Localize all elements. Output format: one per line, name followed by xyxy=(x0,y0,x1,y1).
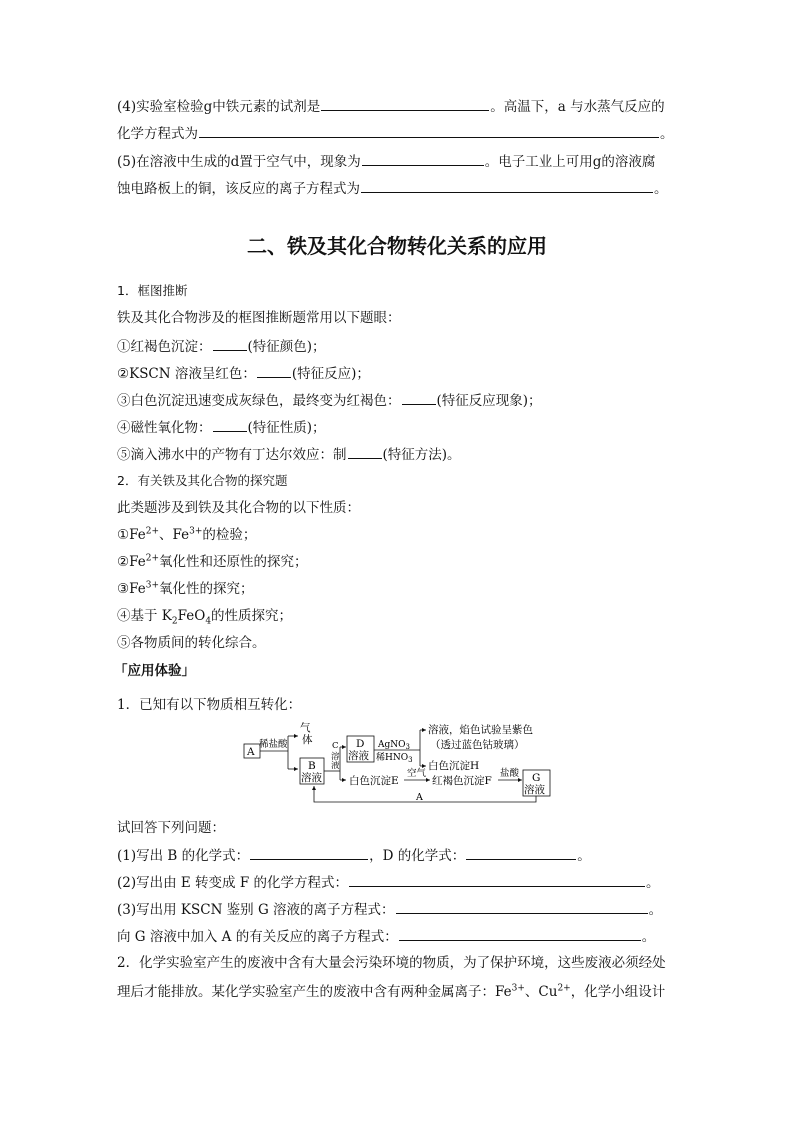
clue-text: ①红褐色沉淀： xyxy=(117,339,212,355)
answer-blank[interactable] xyxy=(199,123,659,138)
question-4-text: 化学方程式为 xyxy=(117,126,198,142)
question-2-line2 xyxy=(117,982,665,1002)
superscript: 2+ xyxy=(145,526,160,537)
superscript: 2+ xyxy=(557,983,571,994)
clue-text: (特征反应)； xyxy=(291,366,370,382)
clue-item-3 xyxy=(117,390,542,411)
superscript: 3+ xyxy=(189,526,203,537)
question-1-part-3 xyxy=(117,899,662,920)
text: ①Fe xyxy=(117,527,146,543)
label-gas: 气 xyxy=(300,722,311,734)
label-hcl: 稀盐酸 xyxy=(259,739,288,750)
clue-item-4 xyxy=(117,417,326,438)
label-A-reagent: A xyxy=(416,792,423,803)
period: 。 xyxy=(660,126,674,142)
label-G-solution: 溶液 xyxy=(524,784,545,796)
label-C: 溶 xyxy=(331,752,340,762)
label-cobalt-glass: （透过蓝色钴玻璃） xyxy=(430,739,525,751)
label-flame-test: 溶液，焰色试验呈紫色 xyxy=(428,724,533,736)
label-F: 红褐色沉淀F xyxy=(432,775,492,787)
property-item-3 xyxy=(117,579,254,599)
question-4-text-cont: 。高温下，a 与水蒸气反应的 xyxy=(490,99,665,115)
answer-blank[interactable] xyxy=(362,151,484,166)
text: ②Fe xyxy=(117,554,146,570)
text: FeO xyxy=(177,608,206,624)
question-5-line1 xyxy=(117,151,655,172)
superscript: 3+ xyxy=(511,983,525,994)
text: 。 xyxy=(577,848,591,864)
text: 氧化性和还原性的探究； xyxy=(159,554,308,570)
clue-text: ⑤滴入沸水中的产物有丁达尔效应：制 xyxy=(117,447,347,463)
svg-text:稀HNO3 xyxy=(376,751,413,764)
question-5-text: 蚀电路板上的铜，该反应的离子方程式为 xyxy=(117,181,360,197)
answer-blank[interactable] xyxy=(348,444,382,459)
question-1-ask: 试回答下列问题： xyxy=(117,820,225,836)
property-item-4 xyxy=(117,606,292,626)
clue-text: (特征方法)。 xyxy=(382,447,461,463)
label-A: A xyxy=(247,746,255,758)
answer-blank[interactable] xyxy=(213,336,247,351)
answer-blank[interactable] xyxy=(399,926,641,941)
clue-text: (特征性质)； xyxy=(247,420,326,436)
svg-text:AgNO3 xyxy=(377,740,410,751)
label-D: D xyxy=(356,738,365,750)
label-gas: 体 xyxy=(302,734,313,746)
label-air: 空气 xyxy=(407,768,427,779)
question-4-line2 xyxy=(117,123,674,144)
label-B: B xyxy=(308,760,316,772)
text: ④基于 K xyxy=(117,608,172,624)
text: ，化学小组设计 xyxy=(570,984,666,1000)
answer-blank[interactable] xyxy=(402,390,436,405)
label-G: G xyxy=(532,772,541,784)
subscript: 4 xyxy=(205,616,212,627)
text: ③Fe xyxy=(117,581,146,597)
answer-blank[interactable] xyxy=(361,178,653,193)
subsection-2-heading: 2．有关铁及其化合物的探究题 xyxy=(117,473,288,488)
clue-item-2 xyxy=(117,363,370,384)
answer-blank[interactable] xyxy=(321,96,489,111)
question-1-part-4 xyxy=(117,926,655,947)
text: (1)写出 B 的化学式： xyxy=(117,848,250,864)
question-5-text: (5)在溶液中生成的d置于空气中，现象为 xyxy=(117,154,361,170)
question-1-part-1 xyxy=(117,845,591,866)
clue-item-1 xyxy=(117,336,326,357)
text: 的检验； xyxy=(202,527,257,543)
text: (3)写出用 KSCN 鉴别 G 溶液的离子方程式： xyxy=(117,902,395,918)
answer-blank[interactable] xyxy=(250,845,368,860)
text: ，D 的化学式： xyxy=(369,848,466,864)
period: 。 xyxy=(654,181,668,197)
clue-text: ②KSCN 溶液呈红色： xyxy=(117,366,256,382)
subscript: 3 xyxy=(405,743,410,751)
text: 理后才能排放。某化学实验室产生的废液中含有两种金属离子：Fe xyxy=(117,984,512,1000)
label-C: 液 xyxy=(331,761,340,771)
clue-text: (特征反应现象)； xyxy=(436,393,542,409)
text: (2)写出由 E 转变成 F 的化学方程式： xyxy=(117,875,349,891)
text: 、Cu xyxy=(524,984,558,1000)
reaction-flow-diagram xyxy=(240,714,570,810)
superscript: 2+ xyxy=(145,553,160,564)
label-E: 白色沉淀E xyxy=(349,775,399,787)
application-label: 「应用体验」 xyxy=(114,663,195,679)
subsection-1-intro: 铁及其化合物涉及的框图推断题常用以下题眼： xyxy=(117,310,401,326)
answer-blank[interactable] xyxy=(257,363,291,378)
text: 的性质探究； xyxy=(211,608,293,624)
section-title: 二、铁及其化合物转化关系的应用 xyxy=(247,234,547,258)
clue-text: ④磁性氧化物： xyxy=(117,420,212,436)
label-hno3: 稀HNO xyxy=(376,753,409,763)
text: 、Fe xyxy=(159,527,190,543)
question-4-line1 xyxy=(117,96,665,117)
superscript: 3+ xyxy=(145,580,160,591)
label-B-solution: 溶液 xyxy=(301,772,322,784)
text: 向 G 溶液中加入 A 的有关反应的离子方程式： xyxy=(117,929,398,945)
label-H: 白色沉淀H xyxy=(428,760,480,772)
subsection-2-intro: 此类题涉及到铁及其化合物的以下性质： xyxy=(117,500,360,516)
subsection-1-heading: 1．框图推断 xyxy=(117,283,188,298)
answer-blank[interactable] xyxy=(466,845,576,860)
question-5-text-cont: 。电子工业上可用g的溶液腐 xyxy=(484,154,656,170)
label-D-solution: 溶液 xyxy=(348,750,369,762)
label-agno3: AgNO xyxy=(378,740,406,750)
label-hcl: 盐酸 xyxy=(500,768,520,779)
question-1-stem: 1．已知有以下物质相互转化： xyxy=(117,697,302,713)
property-item-1 xyxy=(117,525,256,545)
subscript: 2 xyxy=(171,616,178,627)
text: 氧化性的探究； xyxy=(159,581,254,597)
clue-text: (特征颜色)； xyxy=(247,339,326,355)
text: 。 xyxy=(646,875,660,891)
answer-blank[interactable] xyxy=(213,417,247,432)
question-5-line2 xyxy=(117,178,668,199)
text: 。 xyxy=(648,902,663,918)
label-C: C xyxy=(332,741,339,751)
question-1-part-2 xyxy=(117,872,660,893)
subscript: 3 xyxy=(408,756,413,764)
answer-blank[interactable] xyxy=(349,872,645,887)
question-4-text: (4)实验室检验g中铁元素的试剂是 xyxy=(117,99,321,115)
property-item-5: ⑤各物质间的转化综合。 xyxy=(117,635,266,651)
property-item-2 xyxy=(117,552,308,572)
question-2-line1: 2．化学实验室产生的废液中含有大量会污染环境的物质，为了保护环境，这些废液必须经处 xyxy=(117,955,666,971)
clue-item-5 xyxy=(117,444,461,465)
clue-text: ③白色沉淀迅速变成灰绿色，最终变为红褐色： xyxy=(117,393,401,409)
arrow-G-to-B xyxy=(314,786,536,802)
text: 。 xyxy=(641,929,656,945)
answer-blank[interactable] xyxy=(396,899,648,914)
